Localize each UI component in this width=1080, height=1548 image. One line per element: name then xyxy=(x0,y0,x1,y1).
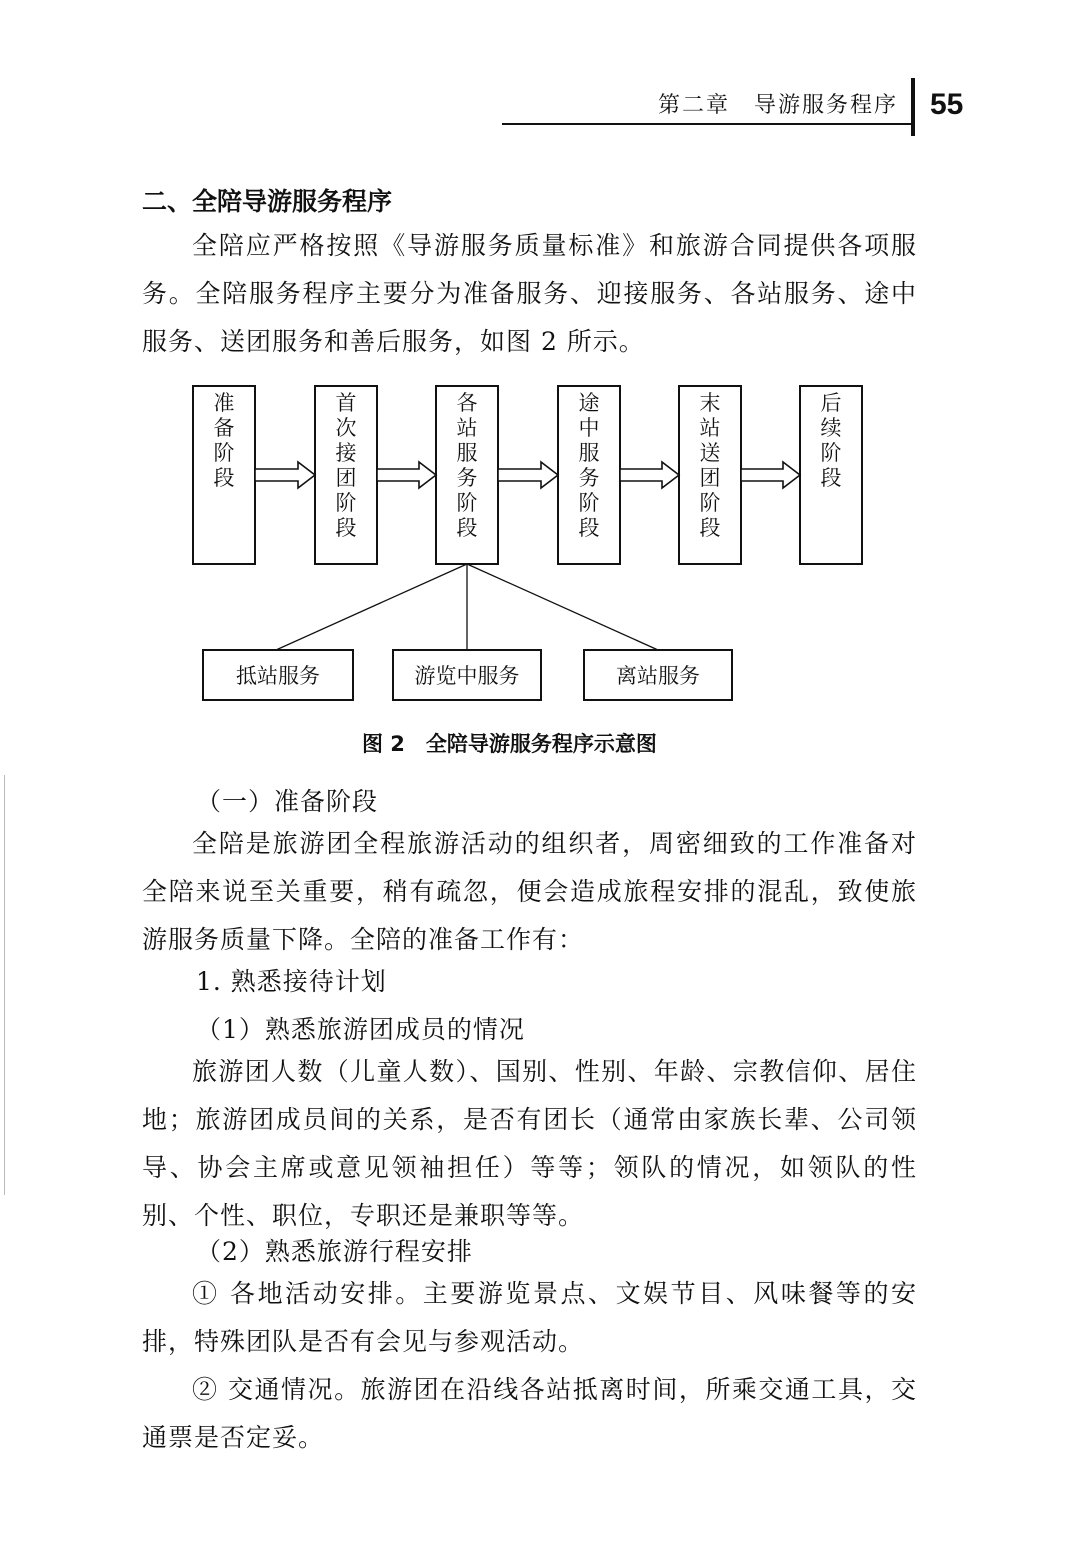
stage-label-follow-up: 后续阶段 xyxy=(820,391,842,490)
arrow-icon xyxy=(620,462,679,488)
intro-paragraph: 全陪应严格按照《导游服务质量标准》和旅游合同提供各项服务。全陪服务程序主要分为准备服务、迎接服务、各站服务、途中服务、送团服务和善后服务，如图 2 所示。 xyxy=(142,231,917,356)
item1-1-heading: （1）熟悉旅游团成员的情况 xyxy=(196,1015,525,1044)
stage-label-en-route: 途中服务阶段 xyxy=(578,391,600,540)
item1-1-paragraph: 旅游团人数（儿童人数）、国别、性别、年龄、宗教信仰、居住地；旅游团成员间的关系，是否有团长（通常由家族长辈、公司领导、协会主席或意见领袖担任）等等；领队的情况，如领队的性别、个性、职位，专职还是兼职等等。 xyxy=(142,1057,917,1230)
item1-2-point2: ② 交通情况。旅游团在沿线各站抵离时间，所乘交通工具，交通票是否定妥。 xyxy=(142,1375,917,1452)
service-flow-diagram xyxy=(188,380,878,710)
sub-label-arrival: 抵站服务 xyxy=(236,664,320,688)
prep-paragraph: 全陪是旅游团全程旅游活动的组织者，周密细致的工作准备对全陪来说至关重要，稍有疏忽，便会造成旅程安排的混乱，致使旅游服务质量下降。全陪的准备工作有： xyxy=(142,829,917,954)
page-number: 55 xyxy=(930,88,964,121)
item1-2-heading: （2）熟悉旅游行程安排 xyxy=(196,1237,473,1266)
header-rule xyxy=(502,123,912,125)
connector-line xyxy=(276,564,467,650)
connector-line xyxy=(467,564,658,650)
scan-margin-line xyxy=(4,775,5,1195)
stage-label-final-send-off: 末站送团阶段 xyxy=(699,391,721,540)
item1-2-point1: ① 各地活动安排。主要游览景点、文娱节目、风味餐等的安排，特殊团队是否有会见与参观活动。 xyxy=(142,1279,917,1356)
arrow-icon xyxy=(498,462,558,488)
figure-caption: 图 2 全陪导游服务程序示意图 xyxy=(362,732,657,756)
arrow-icon xyxy=(741,462,800,488)
arrow-icon xyxy=(377,462,436,488)
arrow-icon xyxy=(255,462,315,488)
header-divider xyxy=(911,78,915,136)
subsection-heading: （一）准备阶段 xyxy=(196,787,379,816)
chapter-title: 第二章 导游服务程序 xyxy=(657,93,898,118)
sub-label-sightseeing: 游览中服务 xyxy=(414,664,520,688)
section-heading: 二、全陪导游服务程序 xyxy=(142,187,393,216)
stage-label-prepare: 准备阶段 xyxy=(213,391,235,490)
stage-label-station-service: 各站服务阶段 xyxy=(456,391,478,540)
sub-label-departure: 离站服务 xyxy=(616,664,700,688)
item1-heading: 1. 熟悉接待计划 xyxy=(196,967,387,996)
stage-label-first-reception: 首次接团阶段 xyxy=(335,391,357,540)
